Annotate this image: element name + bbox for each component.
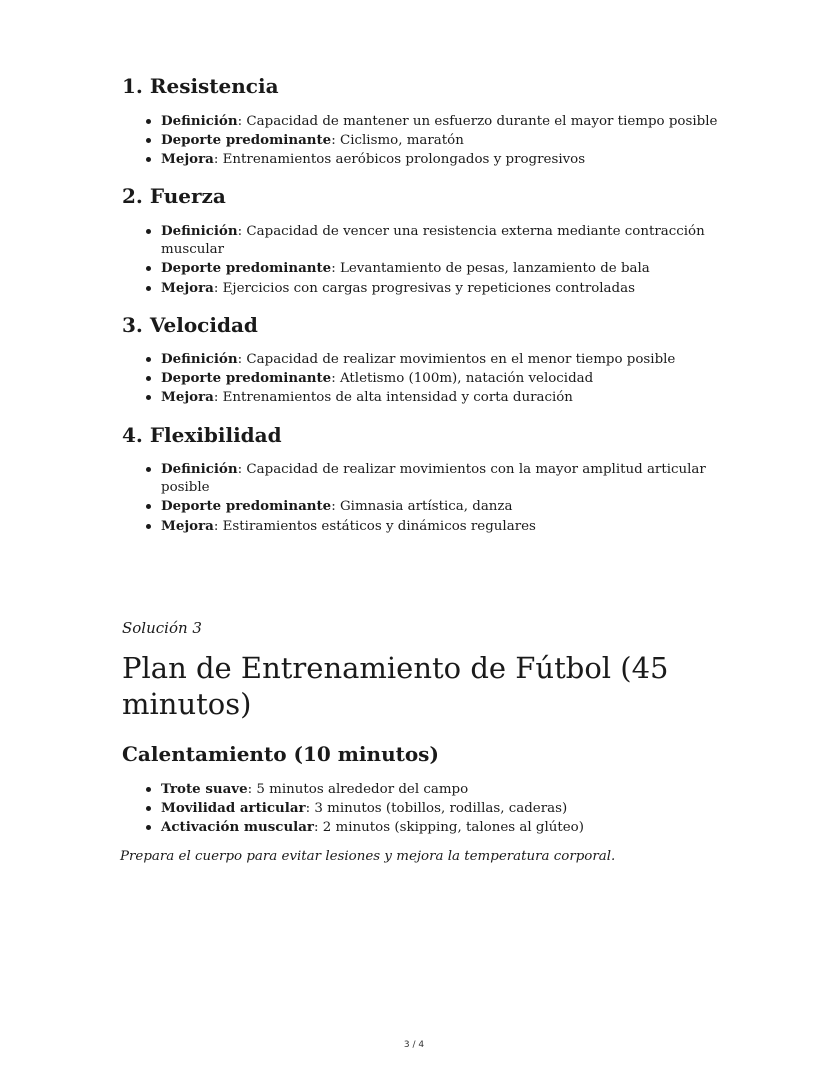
item-separator: :: [237, 224, 247, 239]
item-separator: :: [305, 801, 315, 817]
item-separator: :: [213, 152, 223, 168]
item-text: Capacidad de realizar movimientos con la mayor amplitud articular posible: [161, 462, 706, 496]
item-label: Definición: [161, 223, 238, 239]
list-item: [161, 780, 731, 799]
page-number: 3 / 4: [403, 1040, 425, 1050]
list-item: [161, 818, 731, 837]
item-label: Activación muscular: [161, 819, 314, 836]
item-text: Gimnasia artística, danza: [339, 499, 513, 515]
item-separator: :: [237, 462, 247, 477]
item-text: Entrenamientos aeróbicos prolongados y progresivos: [222, 152, 586, 168]
item-label: Definición: [161, 113, 238, 129]
item-separator: :: [213, 280, 223, 296]
item-label: Mejora: [161, 517, 214, 534]
subsection-heading-calentamiento: Calentamiento (10 minutos): [122, 742, 439, 766]
item-separator: :: [237, 114, 247, 129]
subsection-list-calentamiento: [122, 780, 731, 838]
item-separator: :: [331, 133, 340, 149]
item-text: Levantamiento de pesas, lanzamiento de bala: [339, 261, 650, 277]
list-item: [161, 517, 731, 536]
list-item: [161, 259, 731, 278]
list-item: [161, 388, 731, 407]
list-item: [161, 279, 731, 298]
section-heading-flexibilidad: 4. Flexibilidad: [122, 423, 282, 447]
item-label: Definición: [161, 351, 238, 367]
list-item: [161, 460, 731, 497]
section-list-flexibilidad: [122, 460, 731, 536]
item-text: 5 minutos alrededor del campo: [256, 782, 469, 797]
list-item: [161, 112, 731, 131]
item-separator: :: [247, 782, 257, 797]
item-label: Deporte predominante: [161, 132, 332, 149]
item-label: Deporte predominante: [161, 260, 332, 277]
item-text: Ciclismo, maratón: [339, 133, 464, 149]
item-label: Trote suave: [161, 781, 248, 797]
calentamiento-note: Prepara el cuerpo para evitar lesiones y mejora la temperatura corporal.: [120, 849, 616, 864]
item-separator: :: [331, 261, 340, 277]
item-text: 2 minutos (skipping, talones al glúteo): [322, 820, 584, 836]
section-list-resistencia: [122, 112, 731, 170]
item-separator: :: [314, 820, 323, 836]
section-list-fuerza: [122, 222, 731, 298]
section-list-velocidad: [122, 350, 731, 408]
item-text: Entrenamientos de alta intensidad y corta duración: [222, 390, 573, 406]
item-separator: :: [213, 518, 223, 534]
item-separator: :: [237, 352, 247, 367]
item-label: Movilidad articular: [161, 800, 306, 817]
item-text: Estiramientos estáticos y dinámicos regulares: [222, 518, 536, 534]
section-heading-resistencia: 1. Resistencia: [122, 74, 279, 98]
list-item: [161, 497, 731, 516]
item-label: Deporte predominante: [161, 498, 332, 515]
list-item: [161, 799, 731, 818]
item-text: Atletismo (100m), natación velocidad: [339, 371, 594, 387]
item-label: Deporte predominante: [161, 370, 332, 387]
list-item: [161, 131, 731, 150]
item-text: Capacidad de mantener un esfuerzo durante el mayor tiempo posible: [246, 114, 718, 129]
item-text: Capacidad de realizar movimientos en el menor tiempo posible: [246, 352, 676, 367]
item-label: Mejora: [161, 389, 214, 406]
item-separator: :: [213, 390, 223, 406]
solution-label: Solución 3: [122, 619, 202, 637]
list-item: [161, 350, 731, 369]
list-item: [161, 369, 731, 388]
list-item: [161, 150, 731, 169]
section-heading-velocidad: 3. Velocidad: [122, 313, 258, 337]
item-text: 3 minutos (tobillos, rodillas, caderas): [314, 801, 568, 817]
item-separator: :: [331, 371, 340, 387]
item-label: Mejora: [161, 151, 214, 168]
section-heading-fuerza: 2. Fuerza: [122, 184, 226, 208]
item-separator: :: [331, 499, 340, 515]
item-label: Mejora: [161, 279, 214, 296]
item-label: Definición: [161, 461, 238, 477]
item-text: Ejercicios con cargas progresivas y repeticiones controladas: [222, 280, 635, 296]
list-item: [161, 222, 731, 259]
plan-title: Plan de Entrenamiento de Fútbol (45 minutos): [122, 651, 669, 721]
item-text: Capacidad de vencer una resistencia externa mediante contracción muscular: [161, 224, 705, 258]
